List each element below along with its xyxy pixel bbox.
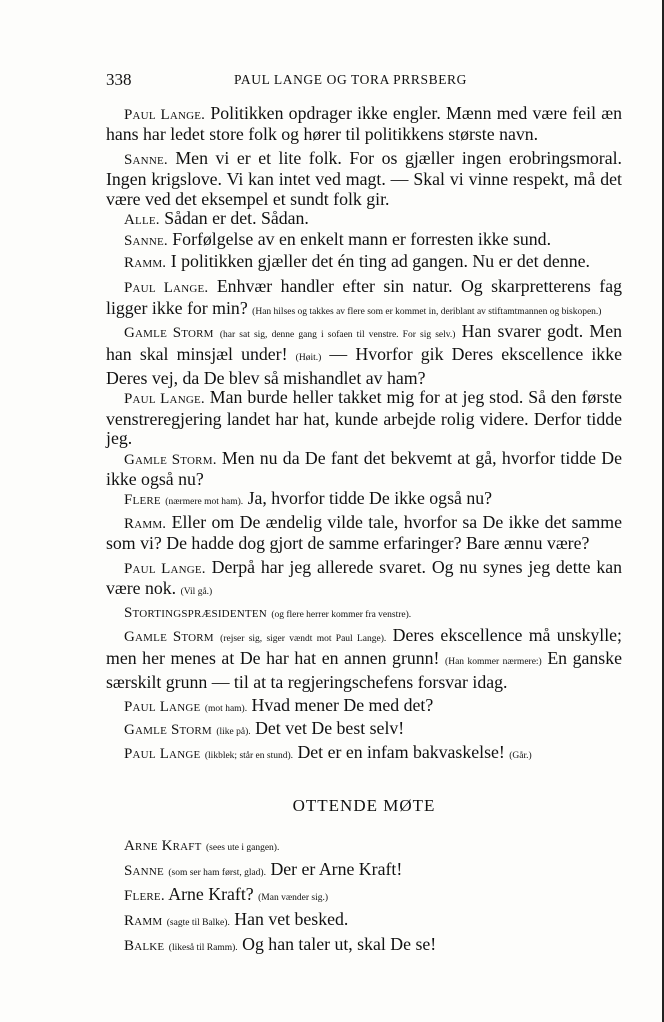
speaker: Arne Kraft xyxy=(124,837,202,854)
running-title: PAUL LANGE OG TORA PRRSBERG xyxy=(234,72,467,87)
speech-paragraph xyxy=(106,388,622,448)
speaker: Paul Lange. xyxy=(124,107,206,123)
speech-paragraph xyxy=(106,743,622,766)
speaker: Paul Lange. xyxy=(124,280,209,297)
speaker: Paul Lange. xyxy=(124,560,206,577)
speech-paragraph xyxy=(106,626,622,692)
speech-text: En ganske særskilt grunn — til at ta regjeringschefens forsvar idag. xyxy=(106,648,623,692)
speaker: Paul Lange. xyxy=(124,391,205,408)
body-text xyxy=(106,104,622,959)
speaker: Gamle Storm xyxy=(124,628,214,645)
speaker: Paul Lange xyxy=(124,698,201,715)
speaker: Ramm. xyxy=(124,254,167,271)
speaker: Gamle Storm. xyxy=(124,451,217,468)
speech-paragraph xyxy=(106,252,622,273)
speaker: Balke xyxy=(124,937,165,954)
speech-paragraph xyxy=(106,696,622,719)
stage-direction: (likeså til Ramm). xyxy=(168,942,238,953)
stage-direction: (har sat sig, denne gang i sofaen til venstre. For sig selv.) xyxy=(219,330,456,341)
speech-text: I politikken gjæller det én ting ad gangen. Nu er det denne. xyxy=(170,250,590,271)
section-heading: OTTENDE MØTE xyxy=(292,796,436,816)
speech-text: Eller om De ændelig vilde tale, hvorfor sa De ikke det samme som vi? De hadde dog gjort de samme erfaringer? Bare ænnu være? xyxy=(106,511,623,554)
speaker: Ramm. xyxy=(124,515,167,532)
stage-direction: (like på). xyxy=(216,727,251,738)
speech-paragraph xyxy=(106,322,622,388)
stage-direction: (rejser sig, siger vændt mot Paul Lange). xyxy=(220,633,387,644)
speech-paragraph xyxy=(106,513,622,554)
speech-text: Det er en infam bakvaskelse! xyxy=(297,741,505,762)
speech-text: Og han taler ut, skal De se! xyxy=(242,933,437,954)
speaker: Flere. xyxy=(124,887,165,904)
page-number: 338 xyxy=(106,70,132,89)
speaker: Paul Lange xyxy=(124,745,201,762)
speech-text: Man burde heller takket mig for at jeg stod. Så den første venstreregjering landet har hat, kunde arbejde rolig videre. Derfor tidde jeg. xyxy=(106,387,622,449)
stage-direction: (Går.) xyxy=(509,750,532,761)
speech-text: Det vet De best selv! xyxy=(255,718,405,739)
speech-line xyxy=(106,934,622,959)
speech-text: Arne Kraft? xyxy=(168,883,254,904)
stage-direction: (Man vænder sig.) xyxy=(258,892,329,903)
stage-direction: (Vil gå.) xyxy=(180,586,213,597)
speech-text: Enhvær handler efter sin natur. Og skarpretterens fag ligger ikke for min? xyxy=(106,276,622,318)
speech-text: Deres ekscellence må unskylle; men her menes at De har hat en annen grunn! xyxy=(106,624,623,669)
speech-text: — Hvorfor gik Deres ekscellence ikke Deres vej, da De blev så mishandlet av ham? xyxy=(106,344,622,388)
speech-line xyxy=(106,859,622,884)
speech-text: Forfølgelse av en enkelt mann er forresten ikke sund. xyxy=(172,229,552,250)
speech-text: Politikken opdrager ikke engler. Mænn med være feil æn hans har ledet store folk og hører til politikkens største navn. xyxy=(106,103,622,145)
stage-direction: (og flere herrer kommer fra venstre). xyxy=(271,610,412,621)
speech-line xyxy=(106,834,622,859)
speech-paragraph xyxy=(106,558,622,603)
speaker: Flere xyxy=(124,492,161,509)
speaker: Sanne xyxy=(124,862,164,879)
speech-text: Men vi er et lite folk. For os gjæller ingen erobringsmoral. Ingen krigslove. Vi kan intet ved magt. — Skal vi vinne respekt, må det være ved det eksempel et sundt folk gir. xyxy=(106,147,622,209)
speaker: Gamle Storm xyxy=(124,722,212,739)
speaker: Gamle Storm xyxy=(124,325,214,342)
speech-text: Derpå har jeg allerede svaret. Og nu synes jeg dette kan være nok. xyxy=(106,556,622,598)
speech-paragraph xyxy=(106,230,622,251)
speech-paragraph xyxy=(106,209,622,230)
speech-paragraph xyxy=(106,489,622,512)
stage-direction: (Han hilses og takkes av flere som er kommet in, deriblant av stiftamtmannen og biskopen.) xyxy=(252,306,602,317)
speaker: Stortingspræsidenten xyxy=(124,605,267,622)
stage-direction: (nærmere mot ham). xyxy=(165,497,244,508)
stage-direction: (Høit.) xyxy=(295,353,322,364)
speaker: Ramm xyxy=(124,912,163,929)
speech-text: Men nu da De fant det bekvemt at gå, hvorfor tidde De ikke også nu? xyxy=(106,447,622,489)
stage-direction: (som ser ham først, glad). xyxy=(168,867,266,878)
stage-direction: (sagte til Balke). xyxy=(166,917,230,928)
speech-text: Sådan er det. Sådan. xyxy=(164,208,309,229)
speaker: Alle. xyxy=(124,212,160,229)
stage-direction: (mot ham). xyxy=(204,703,248,714)
speech-line xyxy=(106,884,622,909)
speech-text: Der er Arne Kraft! xyxy=(270,858,403,879)
speech-line xyxy=(106,909,622,934)
speech-text: Hvad mener De med det? xyxy=(251,694,434,715)
speech-paragraph xyxy=(106,277,622,322)
speech-paragraph xyxy=(106,602,622,625)
speech-text: Ja, hvorfor tidde De ikke også nu? xyxy=(247,488,493,509)
running-head xyxy=(106,70,622,92)
speech-paragraph xyxy=(106,719,622,742)
speech-text: Han vet besked. xyxy=(234,908,349,929)
speaker: Sanne. xyxy=(124,151,168,168)
speech-paragraph xyxy=(106,104,622,145)
speech-text: Han svarer godt. Men han skal minsjæl under! xyxy=(106,321,622,365)
stage-direction: (sees ute i gangen). xyxy=(206,842,280,853)
speaker: Sanne. xyxy=(124,233,168,250)
stage-direction: (likblek; står en stund). xyxy=(204,750,293,761)
speech-paragraph xyxy=(106,449,622,490)
stage-direction: (Han kommer nærmere:) xyxy=(445,657,542,668)
speech-paragraph xyxy=(106,149,622,209)
